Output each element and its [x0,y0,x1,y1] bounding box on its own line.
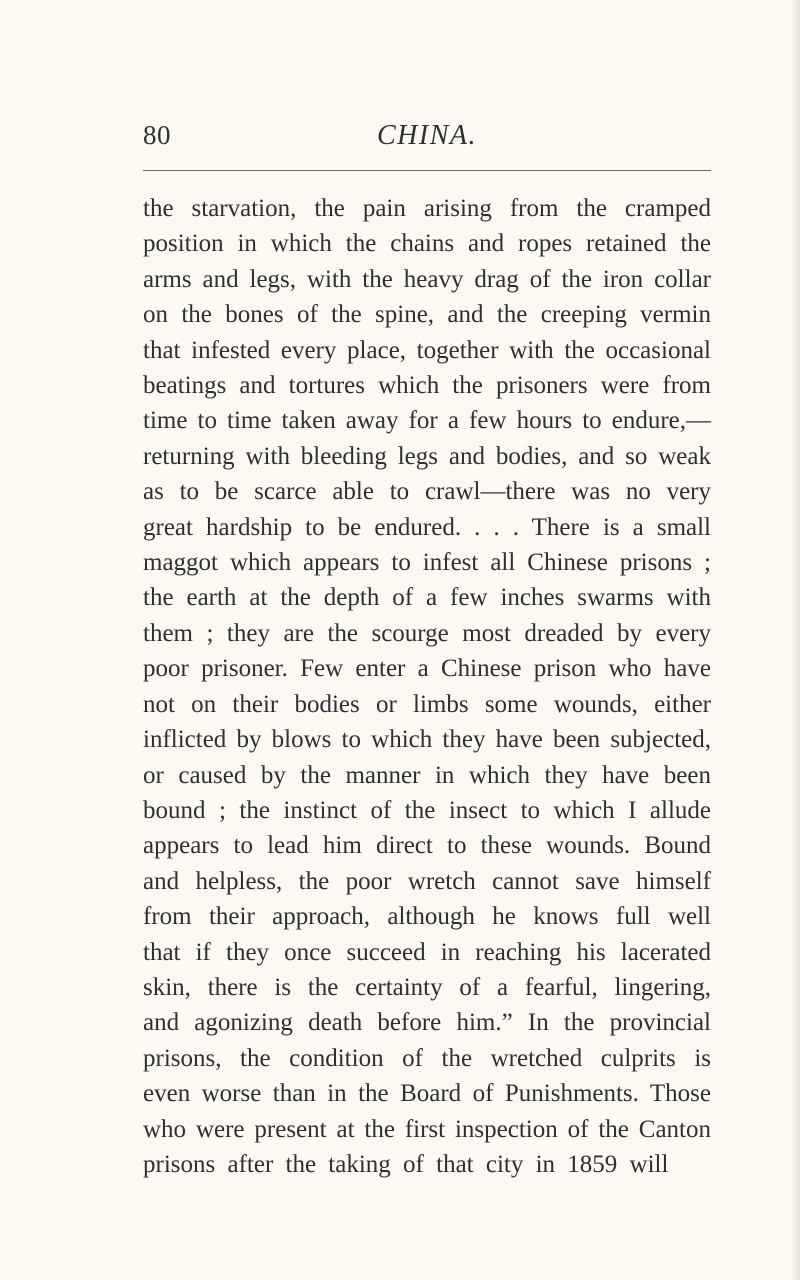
text-line: as to be scarce able to crawl—there was no very [143,478,711,506]
body-text [143,191,711,1182]
page-number: 80 [143,120,171,150]
text-line: appears to lead him direct to these wounds. Bound [143,832,711,860]
text-line: returning with bleeding legs and bodies, and so weak [143,442,711,470]
text-line: that infested every place, together with the occasional [143,336,711,364]
text-line: them ; they are the scourge most dreaded by every [143,619,711,647]
text-line: who were present at the first inspection of the Canton [143,1115,711,1143]
text-line: time to time taken away for a few hours to endure,— [143,407,711,435]
text-line: beatings and tortures which the prisoners were from [143,372,711,400]
text-line: not on their bodies or limbs some wounds, either [143,690,711,718]
text-line: great hardship to be endured. . . . There is a small [143,513,711,541]
text-line: poor prisoner. Few enter a Chinese prison who have [143,655,711,683]
text-line: prisons after the taking of that city in 1859 will [143,1150,669,1178]
text-line: from their approach, although he knows full well [143,903,711,931]
text-line: prisons, the condition of the wretched culprits is [143,1044,711,1072]
running-head: CHINA. [377,120,477,151]
page-header [143,120,711,160]
text-line: inflicted by blows to which they have been subjected, [143,726,711,754]
text-line: arms and legs, with the heavy drag of the iron collar [143,265,711,293]
text-line: skin, there is the certainty of a fearful, lingering, [143,973,711,1001]
header-rule [143,170,711,171]
text-line: maggot which appears to infest all Chinese prisons ; [143,549,711,577]
page-edge-shadow [790,0,800,1280]
text-line: bound ; the instinct of the insect to which I allude [143,796,711,824]
text-line: position in which the chains and ropes retained the [143,230,711,258]
text-line: the earth at the depth of a few inches swarms with [143,584,711,612]
text-line: and agonizing death before him.” In the provincial [143,1009,711,1037]
text-line: that if they once succeed in reaching his lacerated [143,938,711,966]
text-line: even worse than in the Board of Punishments. Those [143,1080,711,1108]
text-line: or caused by the manner in which they have been [143,761,711,789]
text-line: and helpless, the poor wretch cannot save himself [143,867,711,895]
text-line: the starvation, the pain arising from the cramped [143,195,711,222]
text-line: on the bones of the spine, and the creeping vermin [143,301,711,329]
